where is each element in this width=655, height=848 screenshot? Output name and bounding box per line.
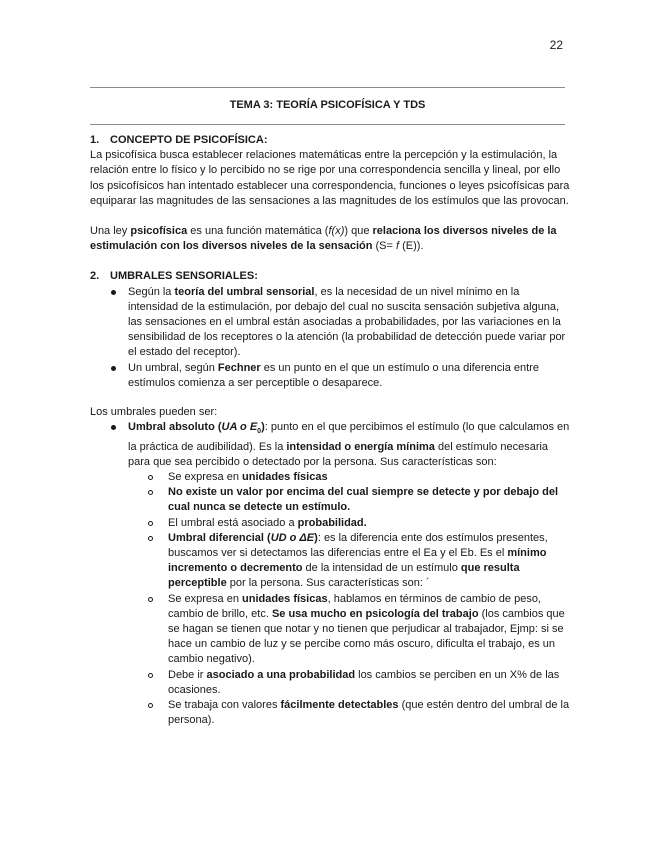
section-2-number: 2.	[90, 270, 100, 283]
threshold-types-list	[90, 420, 570, 728]
absolute-threshold-characteristics	[128, 470, 570, 728]
section-1-paragraph-1: La psicofísica busca establecer relaciones matemáticas entre la percepción y la estimulación, la relación entre lo físico y lo percibido no se rige por una correspondencia sencilla y lineal, por ello los psicofísicos han intentado establecer una correspondencia, funciones o leyes psicofísicas para equiparar las magnitudes de las sensaciones a las magnitudes de los estímulos que las provocan.	[90, 149, 570, 207]
list-item-threshold-theory: Según la teoría del umbral sensorial, es la necesidad de un nivel mínimo en la intensidad de la estimulación, por debajo del cual no suscita sensación subjetiva alguna, las sensaciones en el umbral están asociadas a probabilidades, por las variaciones en la sensibilidad de los receptores o la atención (la probabilidad de detección puede variar por el estado del receptor).	[90, 285, 570, 361]
list-item-detectable-values: Se trabaja con valores fácilmente detectables (que estén dentro del umbral de la persona).	[128, 698, 570, 728]
list-item-work-psychology: Se expresa en unidades físicas, hablamos en términos de cambio de peso, cambio de brillo, etc. Se usa mucho en psicología del trabajo (los cambios que se hagan se tienen que notar y no tienen que perjudicar al trabajador, Ejmp: si se hace un cambio de luz y se percibe como más oscuro, dificulta el trabajo, es un cambio negativo).	[128, 592, 570, 668]
document-body	[90, 133, 570, 729]
section-2-heading-text: UMBRALES SENSORIALES:	[110, 270, 258, 283]
section-1-paragraph-2: Una ley psicofísica es una función matemática (f(x)) que relaciona los diversos niveles de la estimulación con los diversos niveles de la sensación (S= f (E)).	[90, 225, 557, 253]
list-item-differential-threshold: Umbral diferencial (UD o ΔE): es la diferencia ente dos estímulos presentes, buscamos ver si detectamos las diferencias entre el Ea y el Eb. Es el mínimo incremento o decremento de la intensidad de un estímulo que resulta perceptible por la persona. Sus características son: ´	[128, 531, 570, 592]
section-1-heading	[90, 133, 570, 148]
header-top-rule	[90, 87, 565, 88]
list-item-absolute-threshold: Umbral absoluto (UA o $E_0$): punto en el que percibimos el estímulo (lo que calculamos en la práctica de audibilidad). Es la intensidad o energía mínima del estímulo necesaria para que sea percibido o detectado por la persona. Sus características son: Se expresa en unidades físicas No existe un valor por encima del cual siempre se detecte y por debajo del cual nunca se detecte un estímulo. El umbral está asociado a probabilidad. Umbral diferencial (UD o ΔE): es la diferencia ente dos estímulos presentes, buscamos ver si detectamos las diferencias entre el Ea y el Eb. Es el mínimo incremento o decremento de la intensidad de un estímulo que resulta perceptible por la persona. Sus características son: ´ Se expresa en unidades físicas, hablamos en términos de cambio de peso, cambio de brillo, etc. Se usa mucho en psicología del trabajo (los cambios que se hagan se tienen que notar y no tienen que perjudicar al trabajador, Ejmp: si se hace un cambio de luz y se percibe como más oscuro, dificulta el trabajo, es un cambio negativo). Debe ir asociado a una probabilidad los cambios se perciben en un X% de las ocasiones. Se trabaja con valores fácilmente detectables (que estén dentro del umbral de la persona).	[90, 420, 570, 728]
list-item-fechner: Un umbral, según Fechner es un punto en el que un estímulo o una diferencia entre estímulos comienza a ser perceptible o desaparece.	[90, 361, 570, 391]
page-number: 22	[549, 38, 563, 52]
page-title: TEMA 3: TEORÍA PSICOFÍSICA Y TDS	[229, 99, 426, 111]
list-item-no-fixed-value: No existe un valor por encima del cual siempre se detecte y por debajo del cual nunca se detecte un estímulo.	[128, 485, 570, 515]
header-bottom-rule	[90, 124, 565, 125]
thresholds-intro: Los umbrales pueden ser:	[90, 406, 218, 419]
list-item-probability: El umbral está asociado a probabilidad.	[128, 516, 570, 531]
list-item-physical-units: Se expresa en unidades físicas	[128, 470, 570, 485]
section-2-heading	[90, 269, 570, 284]
section-1-heading-text: CONCEPTO DE PSICOFÍSICA:	[110, 134, 268, 146]
list-item-associated-probability: Debe ir asociado a una probabilidad los cambios se perciben en un X% de las ocasiones.	[128, 668, 570, 698]
threshold-theory-list	[90, 285, 570, 391]
section-1-number: 1.	[90, 134, 100, 146]
